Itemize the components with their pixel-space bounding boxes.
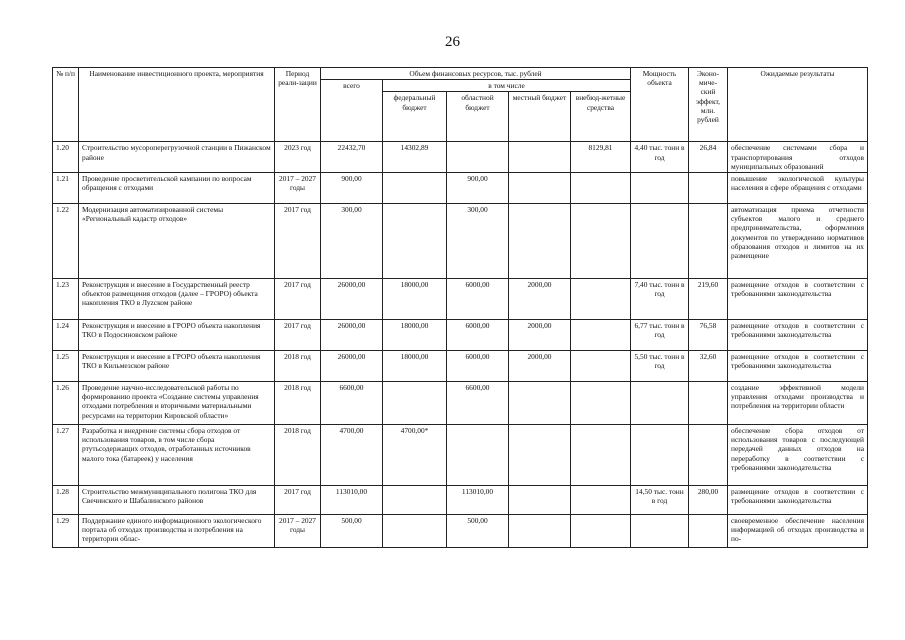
row-capacity: 5,50 тыс. тонн в год [631,351,689,382]
row-capacity [631,425,689,486]
table-row [53,142,868,173]
row-result: своевременное обеспечение населения информацией об отходах производства и по- [728,515,868,548]
row-local: 2000,00 [509,320,571,351]
row-period: 2018 год [275,425,321,486]
row-name: Модернизация автоматизированной системы «Региональный кадастр отходов» [79,204,275,279]
row-total: 900,00 [321,173,383,204]
row-econ: 32,60 [689,351,728,382]
row-total: 22432,70 [321,142,383,173]
row-federal [383,173,447,204]
row-num: 1.22 [53,204,79,279]
row-econ: 219,60 [689,279,728,320]
table-row [53,425,868,486]
row-num: 1.25 [53,351,79,382]
row-extra [571,204,631,279]
header-extra: внебюд-жетные средства [571,92,631,142]
row-econ: 76,58 [689,320,728,351]
row-period: 2017 год [275,204,321,279]
row-federal: 18000,00 [383,320,447,351]
row-capacity: 4,40 тыс. тонн в год [631,142,689,173]
row-capacity: 6,77 тыс. тонн в год [631,320,689,351]
row-period: 2023 год [275,142,321,173]
row-federal: 18000,00 [383,279,447,320]
row-extra [571,173,631,204]
row-extra [571,382,631,425]
row-total: 26000,00 [321,279,383,320]
row-federal: 18000,00 [383,351,447,382]
header-capacity: Мощность объекта [631,68,689,142]
row-num: 1.28 [53,486,79,515]
row-result: повышение экологической культуры населения в сфере обращения с отходами [728,173,868,204]
table-row [53,351,868,382]
row-period: 2017 год [275,279,321,320]
row-regional [447,142,509,173]
row-capacity [631,515,689,548]
row-federal [383,382,447,425]
row-result: автоматизация приема отчетности субъектов малого и среднего предпринимательства, оформления документов по утверждению нормативов образования отходов и лимитов на их размещение [728,204,868,279]
row-num: 1.27 [53,425,79,486]
row-econ: 26,84 [689,142,728,173]
row-num: 1.23 [53,279,79,320]
table-row [53,204,868,279]
row-period: 2017 год [275,486,321,515]
row-local: 2000,00 [509,351,571,382]
row-regional: 500,00 [447,515,509,548]
row-period: 2017 – 2027 годы [275,173,321,204]
table-row [53,486,868,515]
row-capacity: 7,40 тыс. тонн в год [631,279,689,320]
row-local [509,486,571,515]
header-federal: федеральный бюджет [383,92,447,142]
row-local [509,173,571,204]
row-extra: 8129,81 [571,142,631,173]
row-result: размещение отходов в соответствии с требованиями законодательства [728,279,868,320]
row-result: размещение отходов в соответствии с требованиями законодательства [728,320,868,351]
row-period: 2017 – 2027 годы [275,515,321,548]
row-extra [571,515,631,548]
row-econ [689,382,728,425]
row-federal: 14302,89 [383,142,447,173]
header-name: Наименование инвестиционного проекта, мероприятия [79,68,275,142]
row-result: обеспечение системами сбора и транспортирования отходов муниципальных образований [728,142,868,173]
row-num: 1.29 [53,515,79,548]
header-local: местный бюджет [509,92,571,142]
row-local [509,382,571,425]
header-regional: областной бюджет [447,92,509,142]
header-econ: Эконо-миче-ский эффект, млн. рублей [689,68,728,142]
page-number: 26 [445,34,460,50]
row-num: 1.21 [53,173,79,204]
row-local [509,425,571,486]
row-result: создание эффективной модели управления отходами производства и потребления на территории области [728,382,868,425]
row-name: Реконструкция и внесение в ГРОРО объекта накопления ТКО в Подосиновском районе [79,320,275,351]
row-extra [571,279,631,320]
row-name: Поддержание единого информационного экологического портала об отходах производства и потребления на территории облас- [79,515,275,548]
header-results: Ожидаемые результаты [728,68,868,142]
row-period: 2017 год [275,320,321,351]
row-local: 2000,00 [509,279,571,320]
row-total: 113010,00 [321,486,383,515]
row-local [509,515,571,548]
investment-projects-table [52,67,868,548]
row-period: 2018 год [275,351,321,382]
row-name: Строительство межмуниципального полигона ТКО для Свечинского и Шабалинского районов [79,486,275,515]
row-regional: 113010,00 [447,486,509,515]
row-total: 26000,00 [321,320,383,351]
row-regional: 6000,00 [447,279,509,320]
row-capacity [631,382,689,425]
row-extra [571,351,631,382]
header-total: всего [321,80,383,142]
row-extra [571,320,631,351]
row-regional: 6600,00 [447,382,509,425]
header-incl: в том числе [383,80,631,92]
row-regional: 6000,00 [447,351,509,382]
row-capacity: 14,50 тыс. тонн в год [631,486,689,515]
row-regional [447,425,509,486]
row-total: 6600,00 [321,382,383,425]
row-total: 300,00 [321,204,383,279]
row-name: Проведение научно-исследовательской работы по формированию проекта «Создание системы управления отходами потребления и вторичными материальными ресурсами на территории Кировской области» [79,382,275,425]
row-extra [571,425,631,486]
row-federal [383,486,447,515]
header-volume: Объем финансовых ресурсов, тыс. рублей [321,68,631,80]
row-name: Строительство мусороперегрузочной станции в Пижанском районе [79,142,275,173]
row-regional: 6000,00 [447,320,509,351]
row-total: 26000,00 [321,351,383,382]
table-row [53,515,868,548]
row-name: Проведение просветительской кампании по вопросам обращения с отходами [79,173,275,204]
row-econ: 280,00 [689,486,728,515]
row-econ [689,425,728,486]
row-result: размещение отходов в соответствии с требованиями законодательства [728,351,868,382]
row-local [509,142,571,173]
header-period: Период реали-зации [275,68,321,142]
header-num: № п/п [53,68,79,142]
table-row [53,320,868,351]
row-regional: 300,00 [447,204,509,279]
row-total: 500,00 [321,515,383,548]
table-row [53,279,868,320]
row-name: Реконструкция и внесение в Государственный реестр объектов размещения отходов (далее – ГРОРО) объекта накопления ТКО в Луzском районе [79,279,275,320]
table-row [53,173,868,204]
table-row [53,382,868,425]
row-result: обеспечение сбора отходов от использования товаров с последующей передачей данных отходов на переработку в соответствии с требованиями законодательства [728,425,868,486]
row-federal [383,515,447,548]
row-period: 2018 год [275,382,321,425]
row-capacity [631,204,689,279]
row-num: 1.24 [53,320,79,351]
row-num: 1.20 [53,142,79,173]
row-federal [383,204,447,279]
row-local [509,204,571,279]
row-name: Реконструкция и внесение в ГРОРО объекта накопления ТКО в Кильмезском районе [79,351,275,382]
row-extra [571,486,631,515]
row-regional: 900,00 [447,173,509,204]
row-num: 1.26 [53,382,79,425]
row-name: Разработка и внедрение системы сбора отходов от использования товаров, в том числе сбора ртутьсодержащих отходов, отработанных источников малого тока (батареек) у населения [79,425,275,486]
row-result: размещение отходов в соответствии с требованиями законодательства [728,486,868,515]
row-federal: 4700,00* [383,425,447,486]
row-econ [689,515,728,548]
row-econ [689,204,728,279]
row-capacity [631,173,689,204]
row-econ [689,173,728,204]
row-total: 4700,00 [321,425,383,486]
